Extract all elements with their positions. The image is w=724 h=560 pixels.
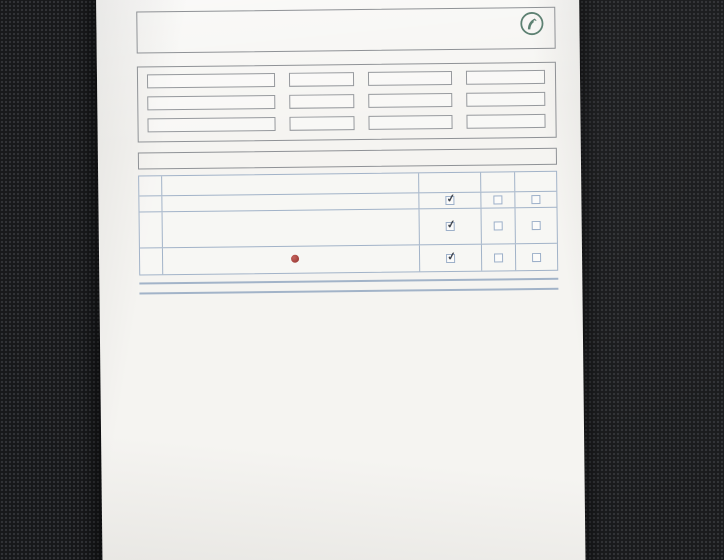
document-header (136, 7, 555, 54)
checklist-table (139, 288, 558, 295)
checkbox-cell (418, 193, 480, 209)
checkbox-cell (481, 208, 515, 243)
info-field-value (147, 117, 275, 132)
info-field-label (467, 90, 546, 91)
checkbox-fixed (531, 195, 540, 204)
info-field-value (467, 92, 546, 107)
info-field-value (290, 116, 355, 131)
row-text (284, 254, 299, 265)
info-field (467, 112, 546, 129)
info-field-value (289, 72, 354, 87)
column-header (514, 172, 556, 191)
info-field-value (368, 115, 453, 130)
row-marker-cell (139, 196, 161, 211)
info-field (466, 68, 545, 85)
section-bar (138, 148, 557, 170)
document-content (96, 0, 582, 295)
info-field (289, 70, 354, 87)
info-field (147, 71, 275, 88)
checkbox-nok (493, 195, 502, 204)
checkbox-cell (419, 245, 481, 272)
checkbox-nok (494, 221, 503, 230)
row-text-cell (162, 245, 419, 274)
info-field-value (147, 73, 275, 88)
info-field-value (368, 71, 453, 86)
info-field-label (290, 114, 355, 115)
info-field-value (466, 70, 545, 85)
info-field (147, 93, 275, 110)
info-field (467, 90, 546, 107)
checkbox-cell (419, 209, 481, 245)
checkbox-cell (515, 208, 557, 243)
row-text-cell (162, 209, 419, 247)
checklist-table (138, 171, 558, 276)
checkbox-fixed (532, 221, 541, 230)
row-marker-cell (140, 212, 162, 247)
paper-document (96, 0, 586, 560)
info-field (290, 114, 355, 131)
checkbox-nok (494, 253, 503, 262)
info-field-label (466, 68, 545, 69)
table-header-spacer (139, 176, 161, 195)
checkbox-cell (480, 192, 514, 207)
row-text-cell (161, 193, 418, 211)
info-field-value (147, 95, 275, 110)
checkbox-fixed (532, 252, 541, 261)
checkbox-ok (446, 253, 455, 262)
row-marker-cell (140, 248, 162, 274)
column-header (480, 172, 514, 191)
info-field-value (368, 93, 453, 108)
info-field-label (368, 91, 452, 92)
checkbox-cell (514, 192, 556, 207)
info-field-value (467, 114, 546, 129)
checkbox-ok (446, 222, 455, 231)
info-field-label (289, 70, 354, 71)
info-field-label (368, 113, 452, 114)
info-field-label (289, 92, 354, 93)
checklist-table (139, 278, 558, 285)
info-field (368, 91, 453, 108)
info-field-value (290, 94, 355, 109)
info-field (368, 113, 453, 130)
table-row (140, 207, 557, 248)
brand-block (519, 11, 544, 37)
info-field (147, 115, 275, 132)
skoda-logo-icon (519, 11, 544, 36)
info-field (368, 69, 453, 86)
info-field-label (467, 112, 546, 113)
checkbox-cell (481, 244, 515, 270)
info-field-label (368, 69, 452, 70)
checkbox-ok (445, 196, 454, 205)
info-field (289, 92, 354, 109)
checkbox-cell (515, 244, 557, 270)
red-dot-marker (291, 254, 299, 262)
page-title (291, 30, 401, 31)
vehicle-info-grid (137, 62, 557, 143)
table-row (140, 243, 557, 275)
table-title (161, 173, 418, 195)
column-header (418, 173, 480, 193)
